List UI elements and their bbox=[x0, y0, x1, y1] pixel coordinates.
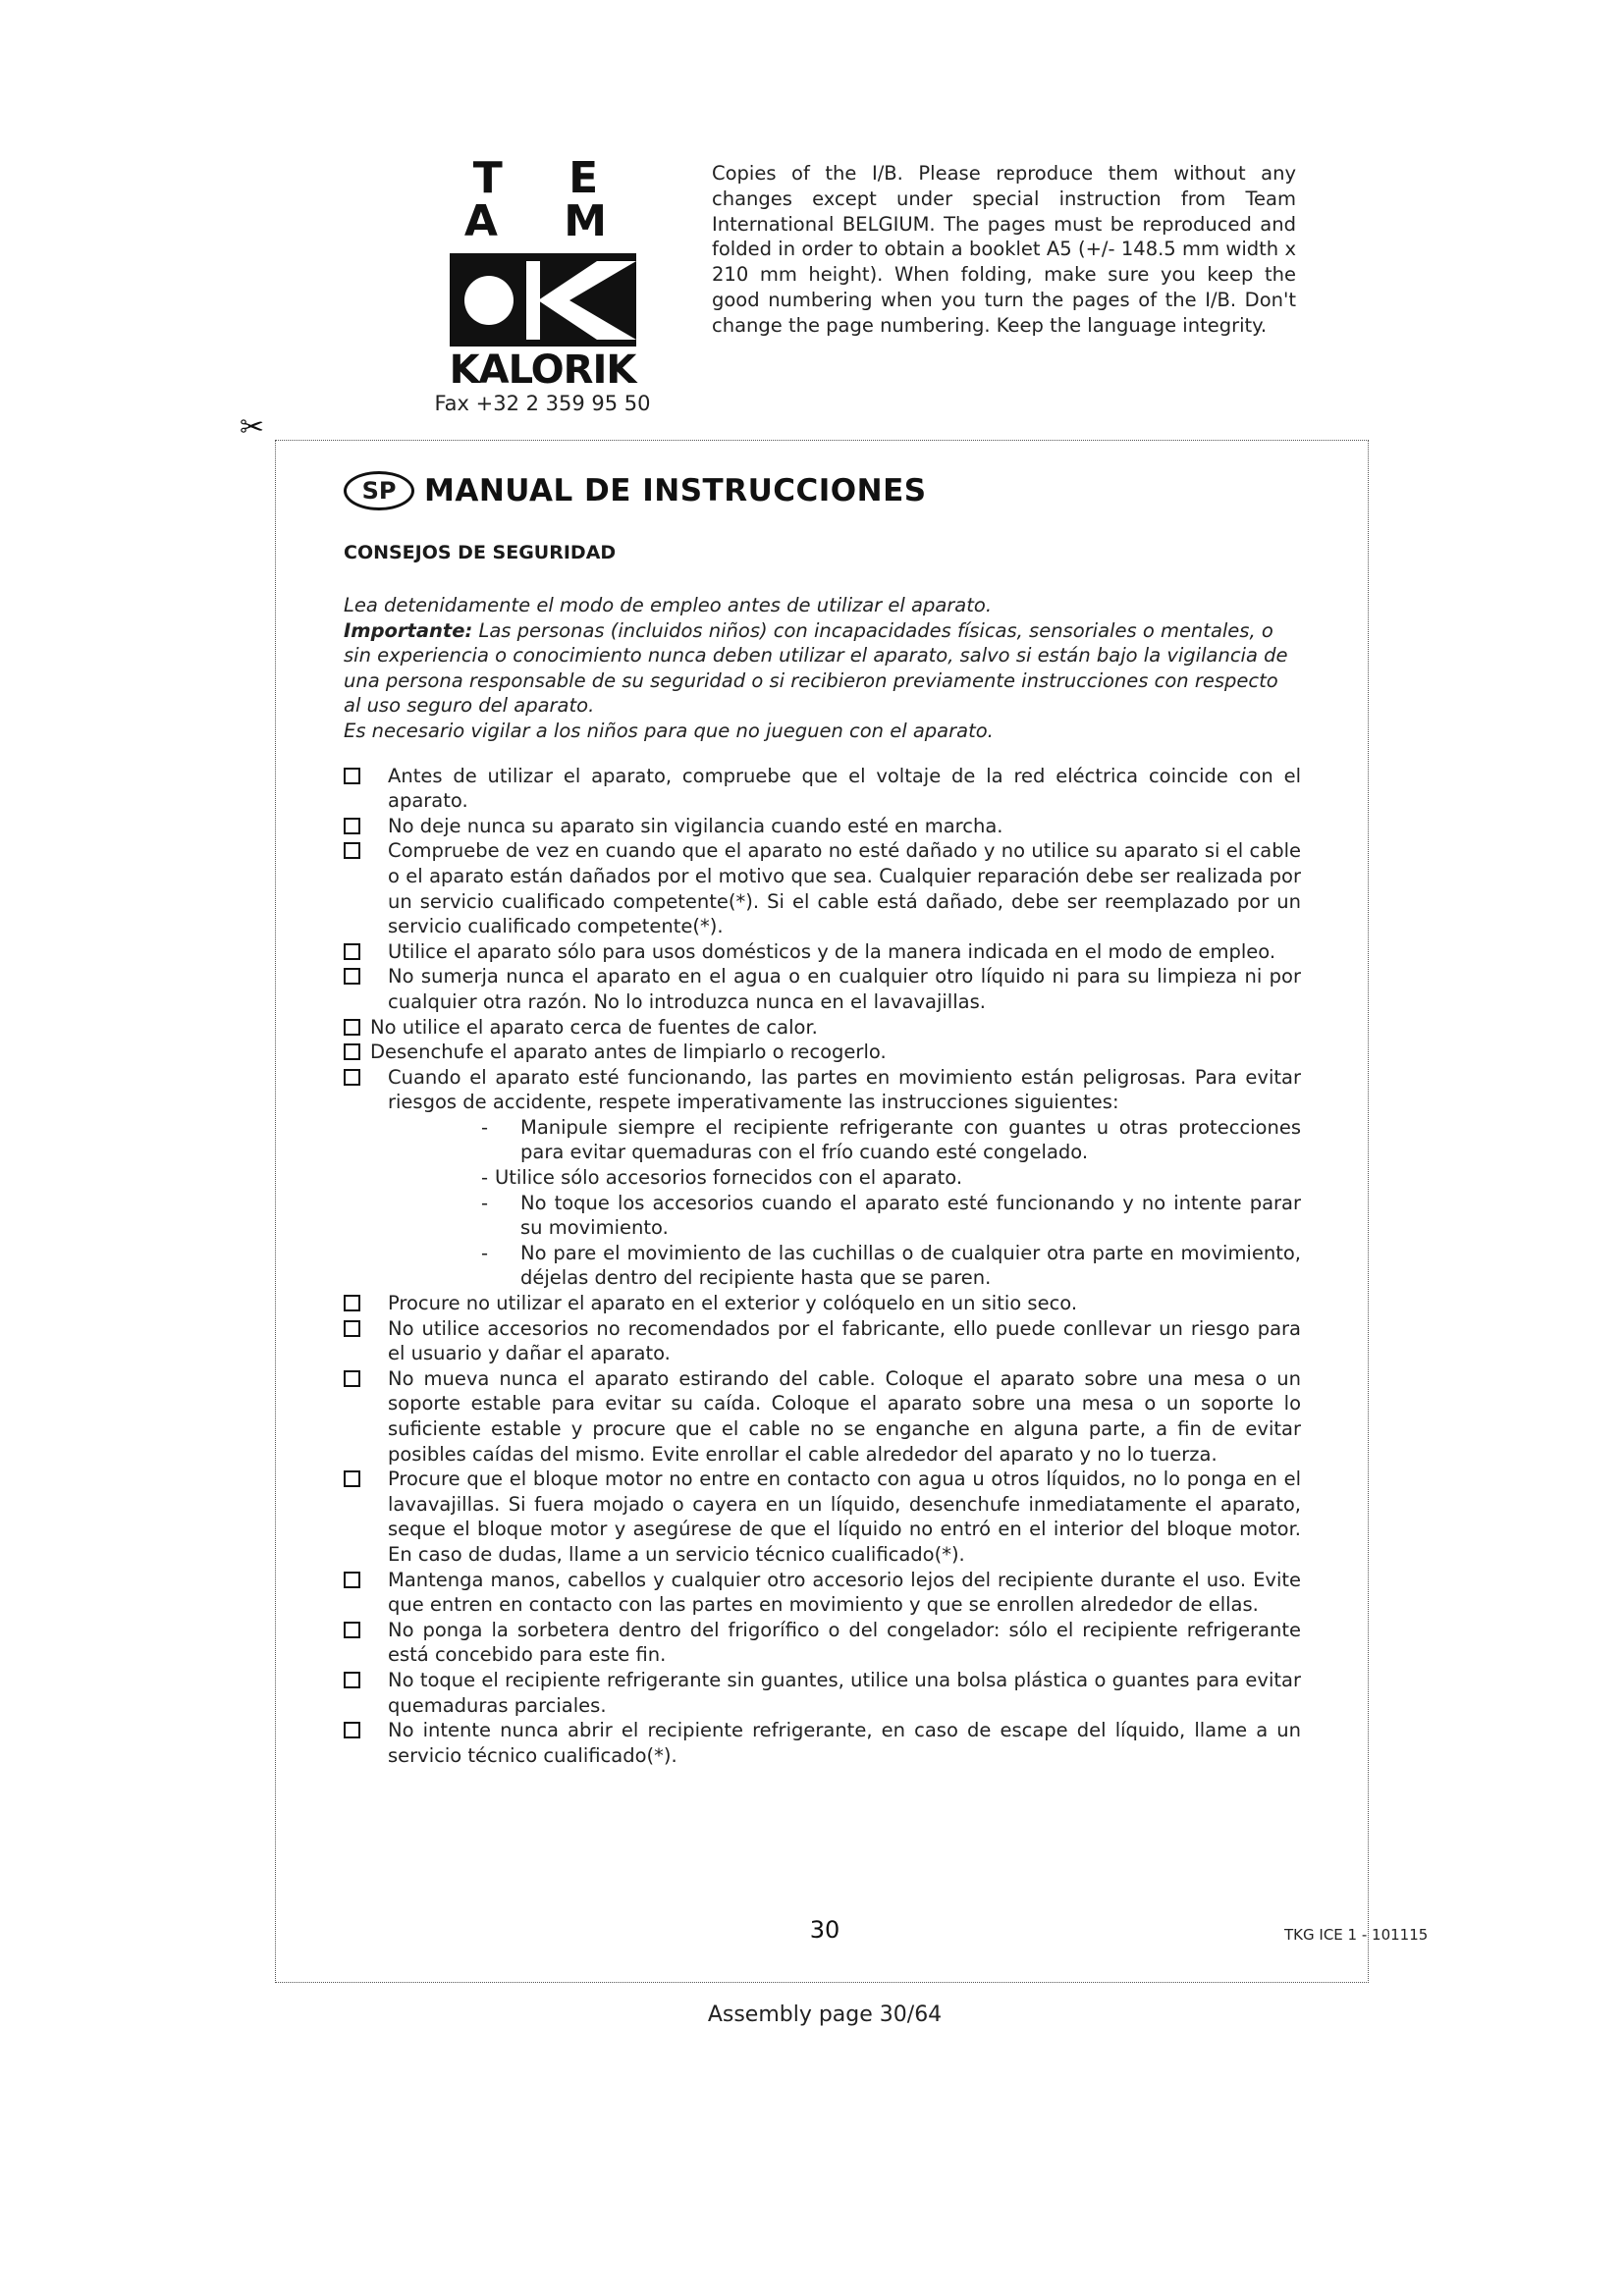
list-item bbox=[344, 1040, 1301, 1065]
list-item-text: Procure no utilizar el aparato en el exterior y colóquelo en un sitio seco. bbox=[388, 1292, 1078, 1315]
reproduction-note: Copies of the I/B. Please reproduce them without any changes except under special instruction from Team International BELGIUM. The pages must be reproduced and folded in order to obtain a booklet A5 (+/- 148.5 mm width x 210 mm height). When folding, make sure you keep the good numbering when you turn the pages of the I/B. Don't change the page numbering. Keep the language integrity. bbox=[712, 162, 1296, 337]
language-badge: SP bbox=[344, 471, 414, 510]
list-item bbox=[344, 1568, 1301, 1618]
assembly-page-label: Assembly page 30/64 bbox=[707, 2002, 943, 2027]
list-item-text: Procure que el bloque motor no entre en contacto con agua u otros líquidos, no lo ponga en el lavavajillas. Si fuera mojado o cayera en un líquido, desenchufe inmediatamente el aparato, seque el bloque motor y asegúrese de que el líquido no entró en el interior del bloque motor. En caso de dudas, llame a un servicio técnico cualificado(*). bbox=[388, 1468, 1301, 1566]
checkbox-bullet-icon bbox=[344, 1320, 360, 1337]
scissors-icon: ✂ bbox=[240, 410, 265, 445]
checkbox-bullet-icon bbox=[344, 1672, 360, 1688]
list-item-text: Utilice el aparato sólo para usos domésticos y de la manera indicada en el modo de empleo. bbox=[388, 939, 1276, 963]
checkbox-bullet-icon bbox=[344, 1572, 360, 1588]
checkbox-bullet-icon bbox=[344, 943, 360, 960]
list-item bbox=[344, 1065, 1301, 1115]
section-title: CONSEJOS DE SEGURIDAD bbox=[344, 542, 617, 563]
kalorik-logo bbox=[432, 153, 653, 415]
sub-list-item bbox=[481, 1241, 1301, 1291]
safety-list bbox=[344, 764, 1301, 1769]
list-item bbox=[344, 939, 1301, 965]
list-item bbox=[344, 1467, 1301, 1567]
list-item-text: Compruebe de vez en cuando que el aparato no esté dañado y no utilice su aparato si el cable o el aparato están dañados por el motivo que sea. Cualquier reparación debe ser realizada por un servicio cualificado competente(*). Si el cable está dañado, debe ser reemplazado por un servicio cualificado competente(*). bbox=[388, 839, 1301, 938]
list-item-text: No utilice accesorios no recomendados por el fabricante, ello puede conllevar un riesgo para el usuario y dañar el aparato. bbox=[388, 1316, 1301, 1365]
checkbox-bullet-icon bbox=[344, 1043, 360, 1060]
list-item-text: No toque el recipiente refrigerante sin guantes, utilice una bolsa plástica o guantes para evitar quemaduras parciales. bbox=[388, 1668, 1301, 1717]
manual-page-content bbox=[344, 471, 1301, 1768]
sub-list bbox=[344, 1115, 1301, 1291]
list-item-text: No deje nunca su aparato sin vigilancia cuando esté en marcha. bbox=[388, 814, 1003, 837]
list-item-text: No intente nunca abrir el recipiente refrigerante, en caso de escape del líquido, llame a un servicio técnico cualificado(*). bbox=[388, 1719, 1301, 1767]
important-paragraph bbox=[344, 618, 1301, 719]
manual-title: MANUAL DE INSTRUCCIONES bbox=[424, 473, 927, 508]
checkbox-bullet-icon bbox=[344, 1470, 360, 1487]
list-item bbox=[344, 1015, 1301, 1041]
checkbox-bullet-icon bbox=[344, 1019, 360, 1036]
document-code: TKG ICE 1 - 101115 bbox=[1284, 1926, 1429, 1944]
list-item-text: Antes de utilizar el aparato, compruebe que el voltaje de la red eléctrica coincide con el aparato. bbox=[388, 764, 1301, 813]
list-item bbox=[344, 964, 1301, 1014]
list-item bbox=[344, 1618, 1301, 1668]
checkbox-bullet-icon bbox=[344, 842, 360, 859]
list-item-text: Desenchufe el aparato antes de limpiarlo o recogerlo. bbox=[370, 1041, 887, 1064]
list-item-text: No sumerja nunca el aparato en el agua o en cualquier otro líquido ni para su limpieza ni por cualquier otra razón. No lo introduzca nunca en el lavavajillas. bbox=[388, 965, 1301, 1013]
page-number: 30 bbox=[809, 1916, 840, 1944]
dash-bullet-icon: - bbox=[481, 1241, 489, 1264]
checkbox-bullet-icon bbox=[344, 1069, 360, 1086]
list-item bbox=[344, 838, 1301, 938]
list-item bbox=[344, 1316, 1301, 1366]
sub-list-item-text: No pare el movimiento de las cuchillas o de cualquier otra parte en movimiento, déjelas dentro del recipiente hasta que se paren. bbox=[520, 1241, 1301, 1290]
list-item bbox=[344, 1366, 1301, 1467]
list-item-text: No utilice el aparato cerca de fuentes de calor. bbox=[370, 1015, 818, 1039]
list-item bbox=[344, 1668, 1301, 1718]
checkbox-bullet-icon bbox=[344, 968, 360, 985]
sub-list-item bbox=[481, 1115, 1301, 1165]
list-item-text: No ponga la sorbetera dentro del frigorífico o del congelador: sólo el recipiente refrigerante está concebido para este fin. bbox=[388, 1618, 1301, 1667]
checkbox-bullet-icon bbox=[344, 1622, 360, 1638]
sub-list-item-text: No toque los accesorios cuando el aparato esté funcionando y no intente parar su movimiento. bbox=[520, 1191, 1301, 1240]
sub-list-item-text: Utilice sólo accesorios fornecidos con el aparato. bbox=[495, 1166, 963, 1190]
list-item bbox=[344, 1718, 1301, 1768]
list-item bbox=[344, 1291, 1301, 1316]
dash-bullet-icon: - bbox=[481, 1191, 489, 1214]
list-item bbox=[344, 814, 1301, 839]
important-text: Las personas (incluidos niños) con incapacidades físicas, sensoriales o mentales, o sin experiencia o conocimiento nunca deben utilizar el aparato, salvo si están bajo la vigilancia de una persona responsable de su seguridad o si recibieron previamente instrucciones con respecto al uso seguro del aparato. bbox=[344, 618, 1288, 718]
checkbox-bullet-icon bbox=[344, 768, 360, 784]
sub-list-item bbox=[481, 1165, 1301, 1191]
dash-bullet-icon: - bbox=[481, 1115, 489, 1139]
checkbox-bullet-icon bbox=[344, 818, 360, 834]
dash-bullet-icon: - bbox=[481, 1166, 489, 1190]
logo-brand-text: KALORIK bbox=[449, 347, 636, 393]
checkbox-bullet-icon bbox=[344, 1370, 360, 1387]
logo-team-text: T E A M bbox=[463, 153, 633, 246]
list-item-text: Mantenga manos, cabellos y cualquier otro accesorio lejos del recipiente durante el uso. Evite que entren en contacto con las partes en movimiento y que se enrollen alrededor de ellas. bbox=[388, 1568, 1301, 1617]
list-item bbox=[344, 764, 1301, 814]
sub-list-item bbox=[481, 1191, 1301, 1241]
intro-line: Lea detenidamente el modo de empleo antes de utilizar el aparato. bbox=[344, 594, 993, 616]
important-label: Importante: bbox=[344, 618, 473, 642]
manual-title-row bbox=[344, 471, 1301, 510]
safety-intro bbox=[344, 593, 1301, 744]
checkbox-bullet-icon bbox=[344, 1722, 360, 1738]
list-item-text: Cuando el aparato esté funcionando, las partes en movimiento están peligrosas. Para evitar riesgos de accidente, respete imperativamente las instrucciones siguientes: bbox=[388, 1065, 1301, 1114]
checkbox-bullet-icon bbox=[344, 1295, 360, 1311]
fax-number: Fax +32 2 359 95 50 bbox=[434, 392, 651, 415]
kalorik-k-mark-icon bbox=[450, 253, 636, 347]
list-item-text: No mueva nunca el aparato estirando del cable. Coloque el aparato sobre una mesa o un soporte estable para evitar su caída. Coloque el aparato sobre una mesa o un soporte lo suficiente estable y procure que el cable no se enganche en alguna parte, a fin de evitar posibles caídas del mismo. Evite enrollar el cable alrededor del aparato y no lo tuerza. bbox=[388, 1366, 1301, 1466]
intro-line: Es necesario vigilar a los niños para que no jueguen con el aparato. bbox=[344, 719, 994, 742]
sub-list-item-text: Manipule siempre el recipiente refrigerante con guantes u otras protecciones para evitar quemaduras con el frío cuando esté congelado. bbox=[520, 1115, 1301, 1164]
